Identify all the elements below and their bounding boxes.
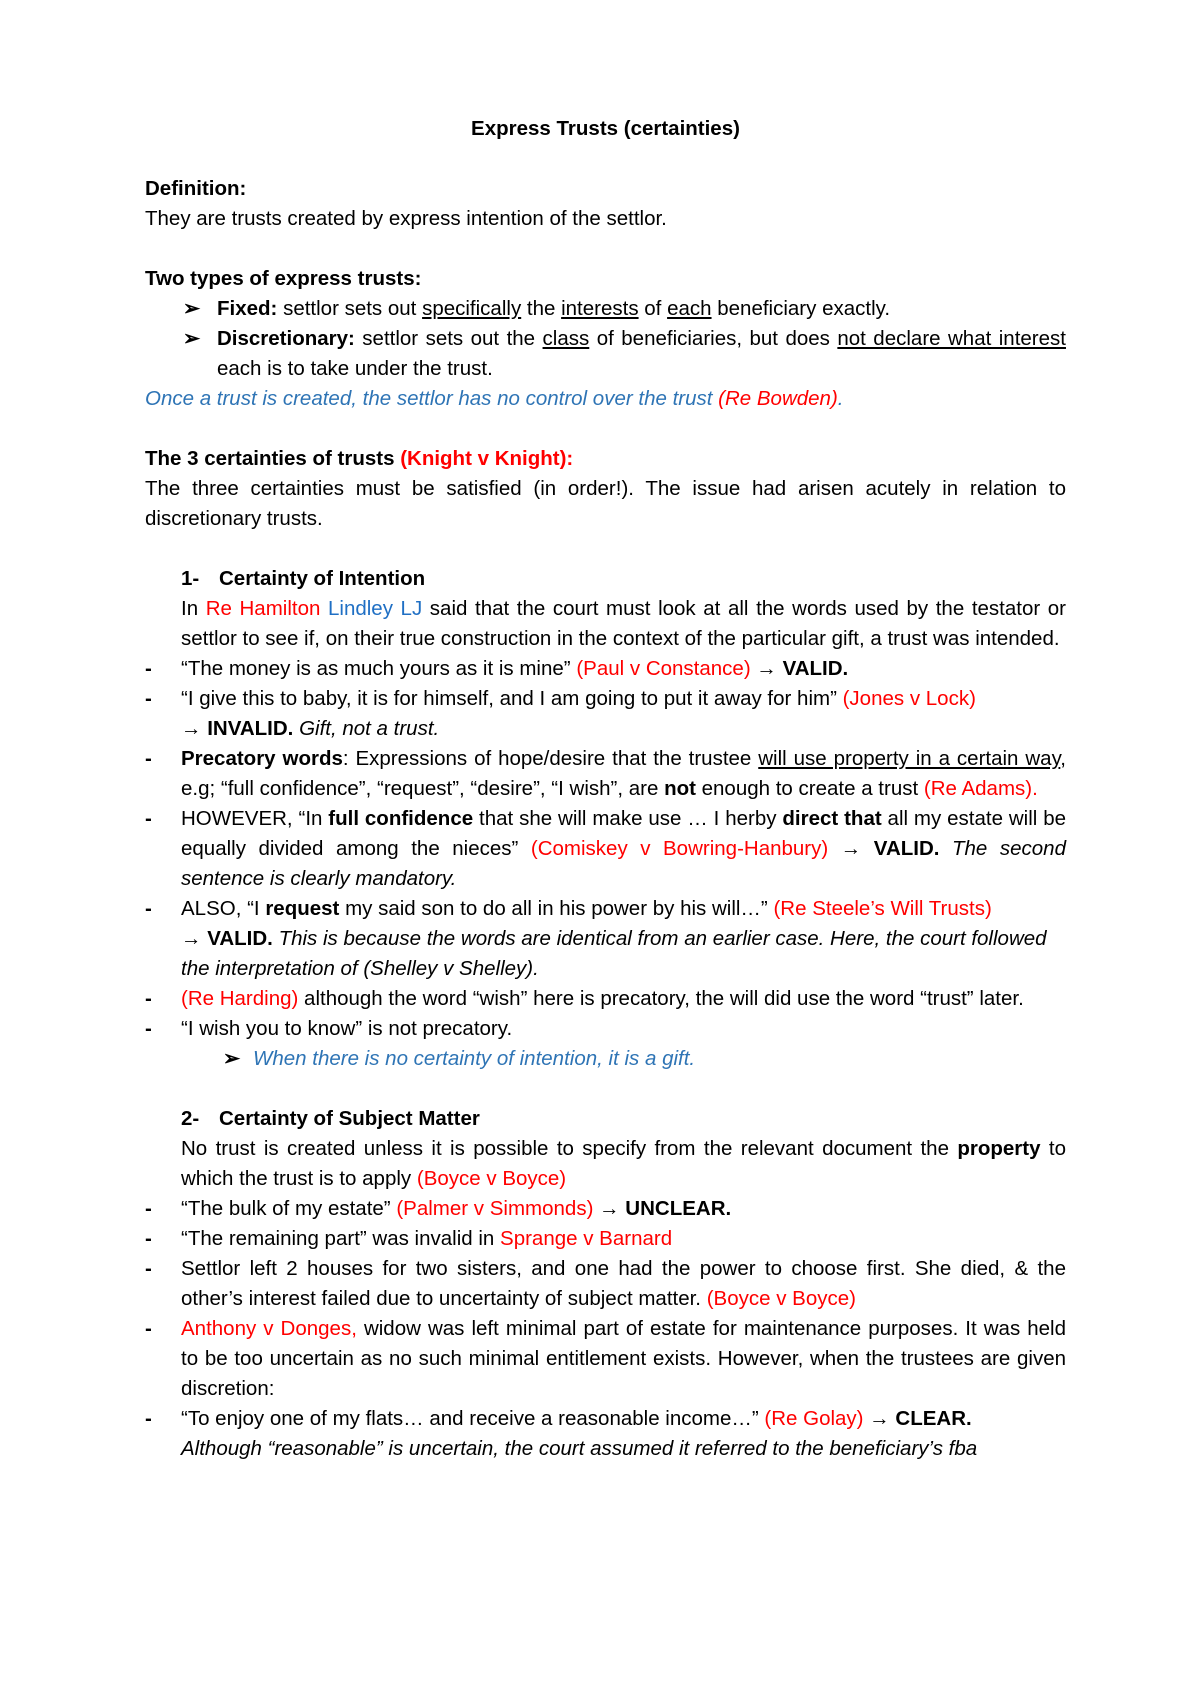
item-text: , e.g; “full confidence”, “request”, “desire”, “I wish”, are xyxy=(181,747,1066,800)
dash-bullet-icon: - xyxy=(145,1227,152,1250)
bold-text: direct that xyxy=(782,807,882,830)
discretionary-text: of beneficiaries, but does xyxy=(589,327,838,350)
judge-name: Lindley LJ xyxy=(328,597,423,620)
item-text: although the word “wish” here is precatory, the will did use the word “trust” later. xyxy=(298,987,1024,1010)
types-heading: Two types of express trusts: xyxy=(145,267,422,290)
note-text: This is because the words are identical from an earlier case. Here, the court followed the interpretation of (Shelley v Shelley). xyxy=(181,927,1047,980)
case-citation: (Re Steele’s Will Trusts) xyxy=(773,897,992,920)
intention-intro xyxy=(145,594,1066,654)
case-citation: (Re Golay) xyxy=(764,1407,864,1430)
item-text: ALSO, “I xyxy=(181,897,266,920)
bold-text: request xyxy=(265,897,340,920)
dash-bullet-icon: - xyxy=(145,807,152,830)
underlined-text: will use property in a certain way xyxy=(758,747,1061,770)
discretionary-underline: class xyxy=(542,327,590,350)
item-text: all my estate will be equally divided among the nieces” xyxy=(181,807,1066,860)
case-citation: (Re Bowden) xyxy=(718,387,838,410)
three-certainties-heading xyxy=(145,444,1066,474)
discretionary-underline: not declare what interest xyxy=(837,327,1066,350)
list-item xyxy=(145,1314,1066,1404)
case-citation: (Comiskey v Bowring-Hanbury) xyxy=(530,837,829,860)
item-text: : Expressions of hope/desire that the trustee xyxy=(342,747,759,770)
dash-bullet-icon: - xyxy=(145,687,152,710)
fixed-text: of xyxy=(638,297,668,320)
fixed-underline: interests xyxy=(561,297,639,320)
intro-text: No trust is created unless it is possible to specify from the relevant document the xyxy=(181,1137,958,1160)
case-citation: (Boyce v Boyce) xyxy=(416,1167,567,1190)
item-text: widow was left minimal part of estate for maintenance purposes. It was held to be too uncertain as no such minimal entitlement exists. However, when the trustees are given discretion: xyxy=(181,1317,1066,1400)
list-item xyxy=(145,1224,1066,1254)
definition-heading: Definition: xyxy=(145,177,247,200)
section-heading-intention xyxy=(145,564,1066,594)
item-text: enough to create a trust xyxy=(695,777,924,800)
arrow-bullet-icon: ➢ xyxy=(183,327,201,350)
fixed-text: the xyxy=(521,297,562,320)
item-text: that she will make use … I herby xyxy=(473,807,783,830)
item-text: Settlor left 2 houses for two sisters, and one had the power to choose first. She died, & the other’s interest failed due to uncertainty of subject matter. xyxy=(181,1257,1066,1310)
intro-text: said that the court must look at all the words used by the testator or settlor to see if, on their true construction in the context of the particular gift, a trust was intended. xyxy=(181,597,1067,650)
case-citation: (Boyce v Boyce) xyxy=(706,1287,856,1310)
list-item-fixed xyxy=(145,294,1066,324)
quote-text: “To enjoy one of my flats… and receive a reasonable income…” xyxy=(181,1407,765,1430)
item-text: “I wish you to know” is not precatory. xyxy=(181,1017,513,1040)
bold-text: full confidence xyxy=(328,807,474,830)
fixed-label: Fixed: xyxy=(217,297,278,320)
intro-text: to which the trust is to apply xyxy=(181,1137,1066,1190)
quote-text: “I give this to baby, it is for himself, and I am going to put it away for him” xyxy=(181,687,843,710)
dash-bullet-icon: - xyxy=(145,897,152,920)
list-item xyxy=(145,1404,1066,1464)
dash-bullet-icon: - xyxy=(145,1017,152,1040)
section-number: 1- xyxy=(181,567,200,590)
result-text: → UNCLEAR. xyxy=(593,1197,732,1220)
list-item xyxy=(145,894,1066,984)
case-citation: (Jones v Lock) xyxy=(842,687,976,710)
dash-bullet-icon: - xyxy=(145,1407,152,1430)
section-title: Certainty of Subject Matter xyxy=(219,1107,480,1130)
list-item xyxy=(145,684,1066,744)
conclusion-text: When there is no certainty of intention, it is a gift. xyxy=(253,1047,696,1070)
quote-text: “The bulk of my estate” xyxy=(181,1197,397,1220)
result-text: → VALID. xyxy=(828,837,940,860)
dash-bullet-icon: - xyxy=(145,1317,152,1340)
page-title: Express Trusts (certainties) xyxy=(471,117,740,140)
item-text: HOWEVER, “In xyxy=(181,807,329,830)
note-text: Although “reasonable” is uncertain, the court assumed it referred to the beneficiary’s fba xyxy=(181,1437,978,1460)
case-citation: (Re Harding) xyxy=(181,987,299,1010)
note-text: Gift, not a trust. xyxy=(293,717,440,740)
subject-intro xyxy=(145,1134,1066,1194)
result-text: → INVALID. xyxy=(181,717,294,740)
quote-text: “The money is as much yours as it is mine” xyxy=(181,657,577,680)
dash-bullet-icon: - xyxy=(145,1197,152,1220)
note-text: Once a trust is created, the settlor has no control over the trust xyxy=(145,387,719,410)
three-certainties-text: The three certainties must be satisfied (in order!). The issue had arisen acutely in relation to discretionary trusts. xyxy=(145,477,1066,530)
intro-text: In xyxy=(181,597,206,620)
dash-bullet-icon: - xyxy=(145,987,152,1010)
list-item xyxy=(145,984,1066,1014)
bold-text: not xyxy=(664,777,696,800)
definition-text: They are trusts created by express intention of the settlor. xyxy=(145,207,667,230)
arrow-bullet-icon: ➢ xyxy=(223,1047,241,1070)
case-citation: (Knight v Knight): xyxy=(400,447,574,470)
list-item xyxy=(145,744,1066,804)
result-text: → CLEAR. xyxy=(863,1407,972,1430)
section-number: 2- xyxy=(181,1107,200,1130)
fixed-text: settlor sets out xyxy=(277,297,423,320)
fixed-underline: specifically xyxy=(422,297,522,320)
list-item-discretionary xyxy=(145,324,1066,384)
case-citation: Anthony v Donges, xyxy=(181,1317,357,1340)
fixed-underline: each xyxy=(667,297,712,320)
note-text: The second sentence is clearly mandatory. xyxy=(181,837,1066,890)
discretionary-label: Discretionary: xyxy=(217,327,355,350)
list-item xyxy=(145,1014,1066,1044)
case-citation: Re Hamilton xyxy=(205,597,321,620)
case-citation: Sprange v Barnard xyxy=(500,1227,673,1250)
note-text: . xyxy=(837,387,844,410)
section-title: Certainty of Intention xyxy=(219,567,426,590)
bold-text: property xyxy=(957,1137,1041,1160)
list-item xyxy=(145,654,1066,684)
result-text: → VALID. xyxy=(750,657,849,680)
list-item xyxy=(145,804,1066,894)
result-text: → VALID. xyxy=(181,927,273,950)
dash-bullet-icon: - xyxy=(145,657,152,680)
fixed-text: beneficiary exactly. xyxy=(711,297,891,320)
discretionary-text: each is to take under the trust. xyxy=(217,357,493,380)
case-citation: (Palmer v Simmonds) xyxy=(396,1197,594,1220)
list-item xyxy=(145,1194,1066,1224)
conclusion-item xyxy=(145,1044,1066,1074)
dash-bullet-icon: - xyxy=(145,747,152,770)
dash-bullet-icon: - xyxy=(145,1257,152,1280)
discretionary-text: settlor sets out the xyxy=(354,327,543,350)
arrow-bullet-icon: ➢ xyxy=(183,297,201,320)
control-note xyxy=(145,384,1066,414)
item-text: my said son to do all in his power by his will…” xyxy=(339,897,774,920)
heading-text: The 3 certainties of trusts xyxy=(145,447,401,470)
case-citation: (Re Adams). xyxy=(923,777,1038,800)
case-citation: (Paul v Constance) xyxy=(576,657,751,680)
term-label: Precatory words xyxy=(181,747,343,770)
section-heading-subject-matter xyxy=(145,1104,1066,1134)
item-text: “The remaining part” was invalid in xyxy=(181,1227,501,1250)
list-item xyxy=(145,1254,1066,1314)
